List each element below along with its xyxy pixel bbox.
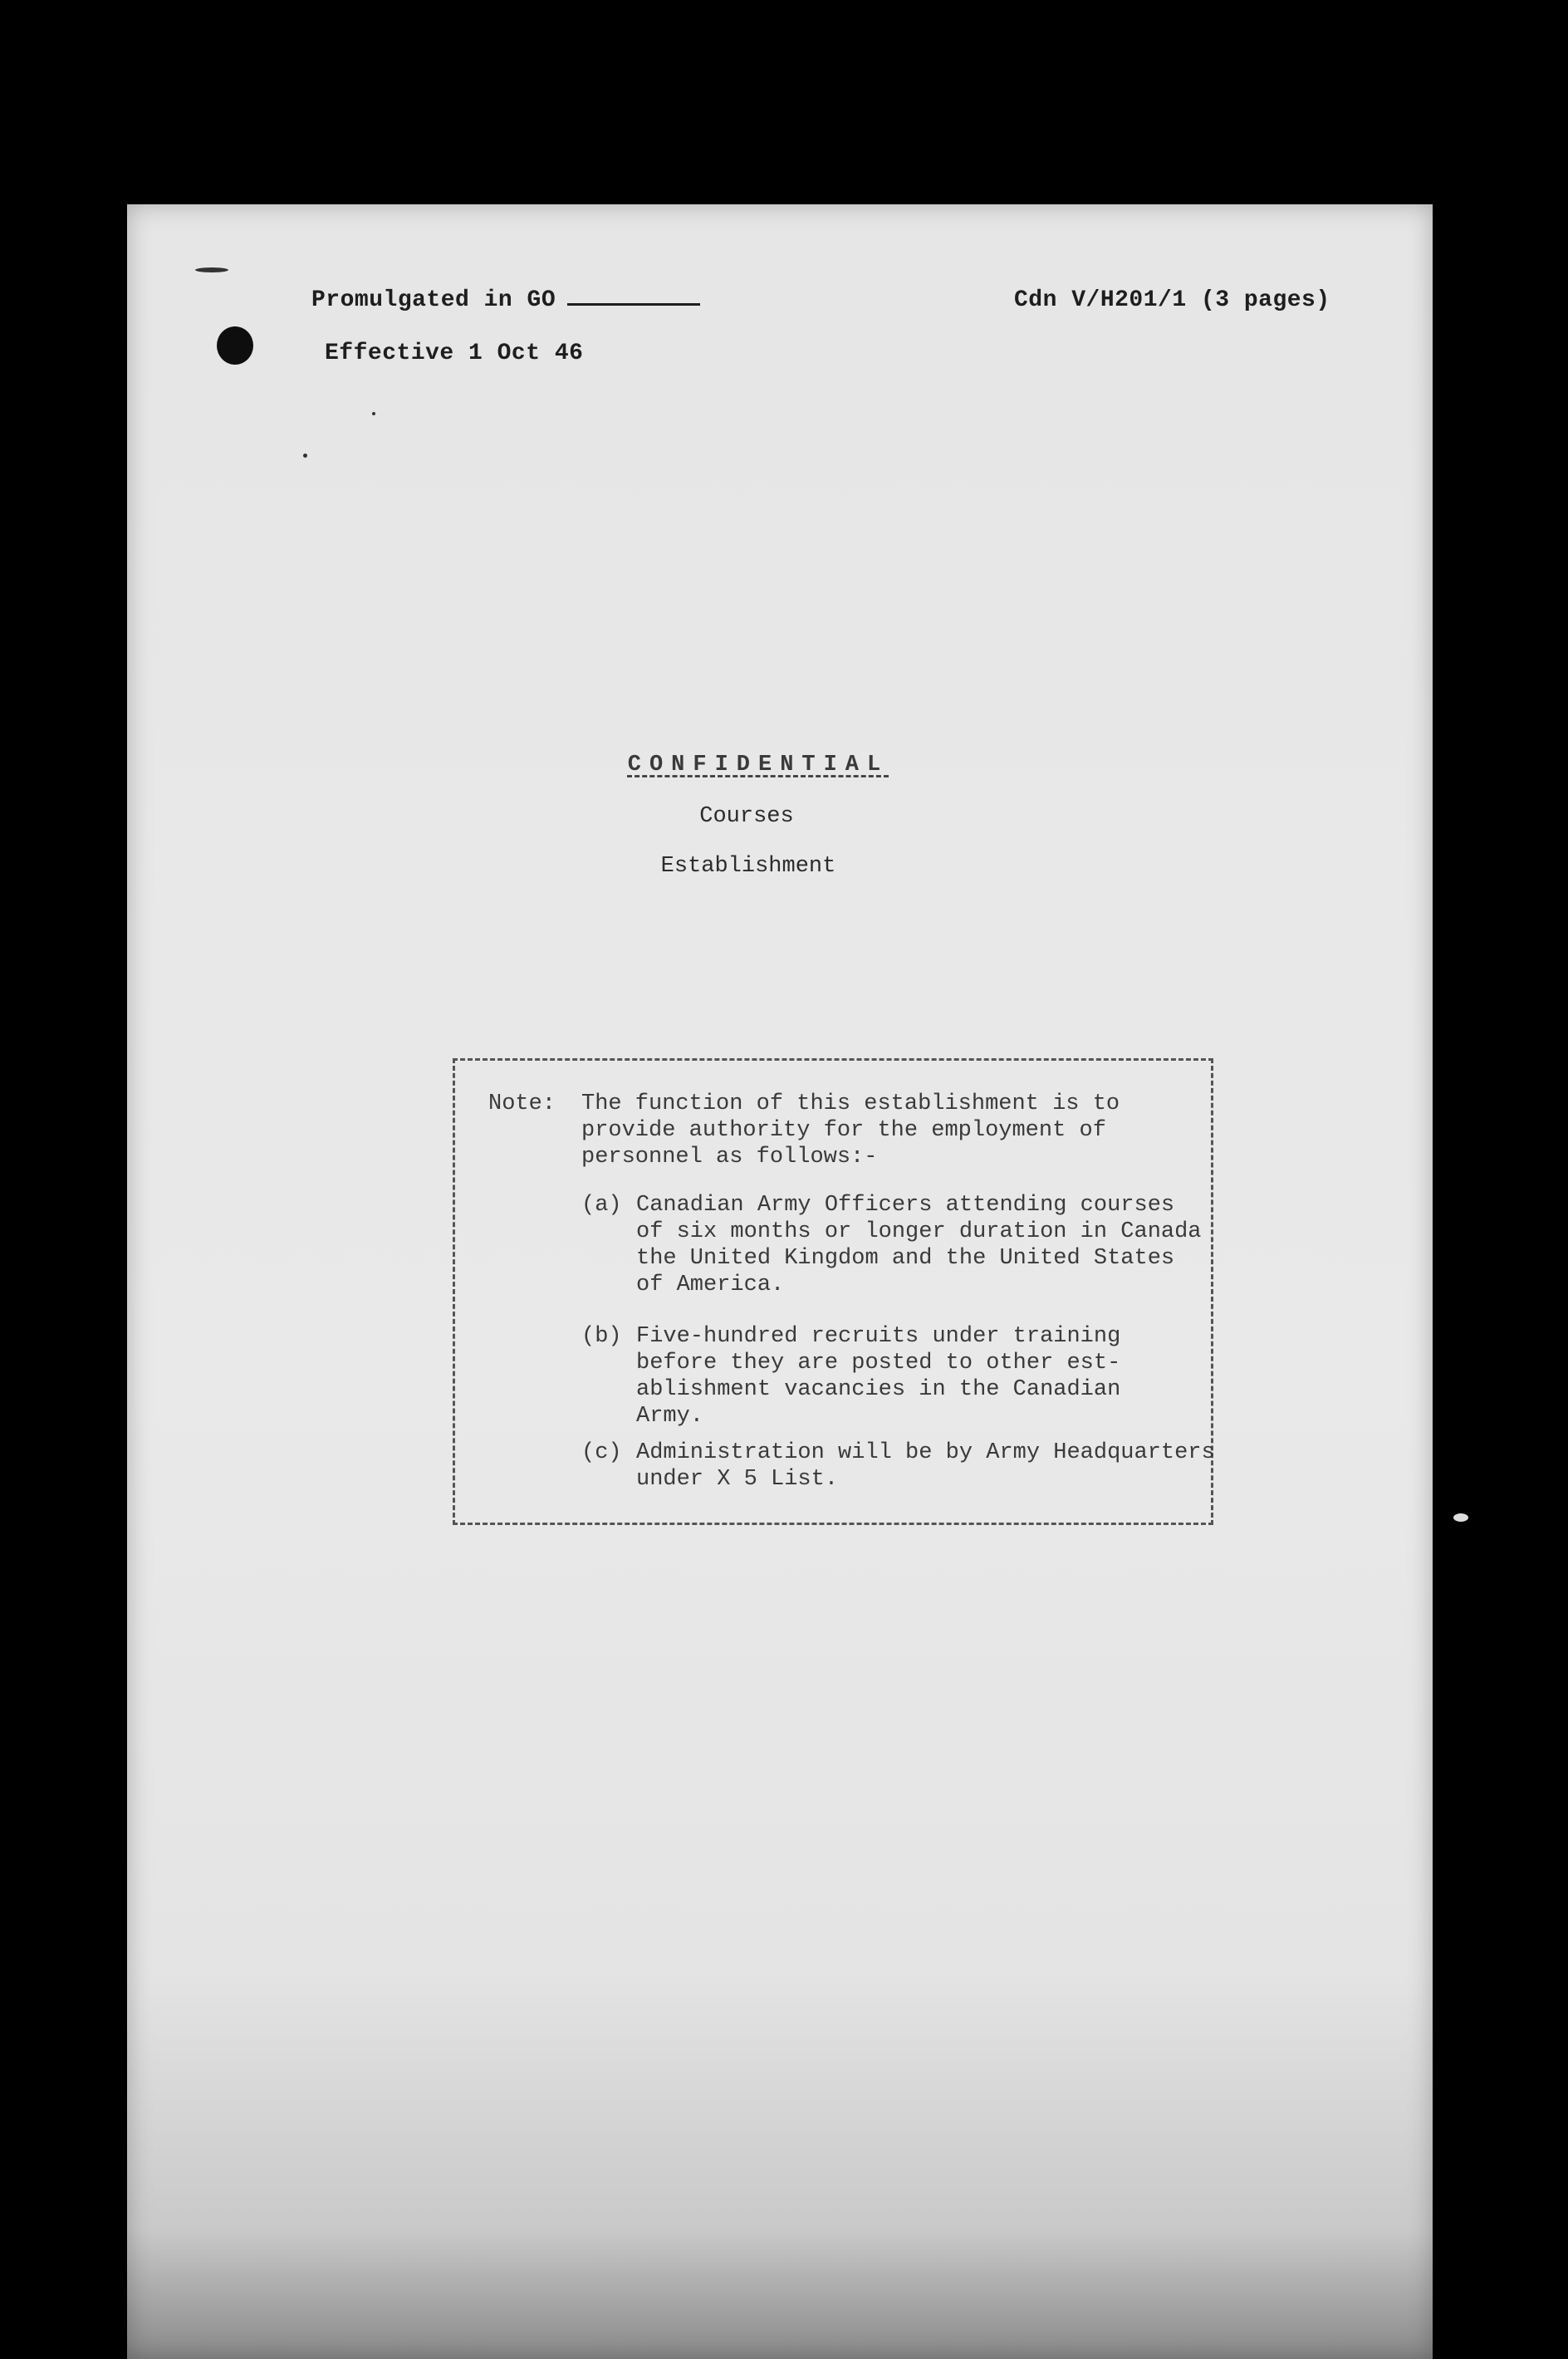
promulgated-label: Promulgated in GO (311, 287, 556, 313)
film-edge-mark (1453, 1513, 1468, 1522)
classification-heading: CONFIDENTIAL (627, 753, 889, 777)
document-reference: Cdn V/H201/1 (3 pages) (1014, 287, 1330, 313)
note-item-text: Administration will be by Army Headquarters under X 5 List. (636, 1440, 1215, 1492)
note-item-marker: (a) (581, 1193, 622, 1218)
note-item-text: Canadian Army Officers attending courses of six months or longer duration in Canada the United Kingdom and the United States of America. (636, 1193, 1202, 1297)
effective-date: Effective 1 Oct 46 (325, 341, 584, 366)
note-item-marker: (c) (581, 1440, 622, 1465)
establishment-heading: Establishment (660, 854, 836, 879)
note-intro: The function of this establishment is to provide authority for the employment of personnel as follows:- (581, 1091, 1120, 1170)
promulgated-line (311, 287, 700, 313)
ink-speck (372, 412, 375, 415)
ink-smudge (195, 267, 228, 272)
ink-speck (303, 454, 307, 458)
subject-heading: Courses (699, 804, 794, 829)
note-label: Note: (488, 1091, 556, 1116)
note-box (453, 1058, 1213, 1525)
note-item-marker: (b) (581, 1324, 622, 1349)
document-page (127, 204, 1433, 2359)
promulgated-blank (567, 303, 700, 306)
note-item-text: Five-hundred recruits under training before they are posted to other est- ablishment vacancies in the Canadian Army. (636, 1324, 1121, 1429)
punch-hole-mark (217, 326, 253, 365)
